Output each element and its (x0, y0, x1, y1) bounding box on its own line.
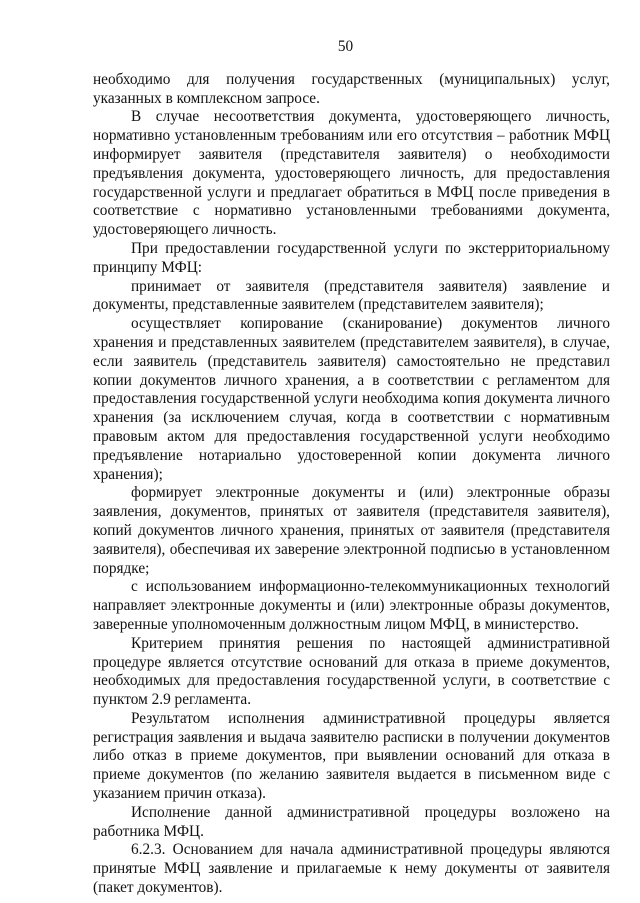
paragraph: В случае несоответствия документа, удостоверяющего личность, нормативно установленным требованиям или его отсутствия – работник МФЦ информирует заявителя (представителя заявителя) о необходимости предъявления документа, удостоверяющего личность, для предоставления государственной услуги и предлагает обратиться в МФЦ после приведения в соответствие с нормативно установленными требованиями документа, удостоверяющего личность. (93, 108, 610, 239)
paragraph: Исполнение данной административной процедуры возложено на работника МФЦ. (93, 803, 610, 840)
paragraph: При предоставлении государственной услуги по экстерриториальному принципу МФЦ: (93, 239, 610, 276)
paragraph: Результатом исполнения административной процедуры является регистрация заявления и выдача заявителю расписки в получении документов либо отказ в приеме документов, при выявлении оснований для отказа в приеме документов (по желанию заявителя выдается в письменном виде с указанием причин отказа). (93, 709, 610, 803)
paragraph: формирует электронные документы и (или) электронные образы заявления, документов, принятых от заявителя (представителя заявителя), копий документов личного хранения, принятых от заявителя (представителя заявителя), обеспечивая их заверение электронной подписью в установленном порядке; (93, 484, 610, 577)
paragraph: с использованием информационно-телекоммуникационных технологий направляет электронные документы и (или) электронные образы документов, заверенные уполномоченным должностным лицом МФЦ, в министерство. (93, 578, 610, 633)
document-body (93, 71, 610, 898)
paragraph: 6.2.3. Основанием для начала административной процедуры являются принятые МФЦ заявление и прилагаемые к нему документы от заявителя (пакет документов). (93, 841, 610, 897)
page-number: 50 (337, 38, 354, 55)
paragraph: осуществляет копирование (сканирование) документов личного хранения и представленных заявителем (представителем заявителя), в случае, если заявитель (представитель заявителя) самостоятельно не представил копии документов личного хранения, а в соответствии с регламентом для предоставления государственной услуги необходима копия документа личного хранения (за исключением случая, когда в соответствии с нормативным правовым актом для предоставления государственной услуги необходимо предъявление нотариально удостоверенной копии документа личного хранения); (93, 315, 610, 483)
paragraph: Критерием принятия решения по настоящей административной процедуре является отсутствие оснований для отказа в приеме документов, необходимых для предоставления государственной услуги, в соответствие с пунктом 2.9 регламента. (93, 634, 610, 709)
paragraph: принимает от заявителя (представителя заявителя) заявление и документы, представленные заявителем (представителем заявителя); (93, 277, 610, 314)
paragraph: необходимо для получения государственных (муниципальных) услуг, указанных в комплексном запросе. (93, 70, 610, 107)
